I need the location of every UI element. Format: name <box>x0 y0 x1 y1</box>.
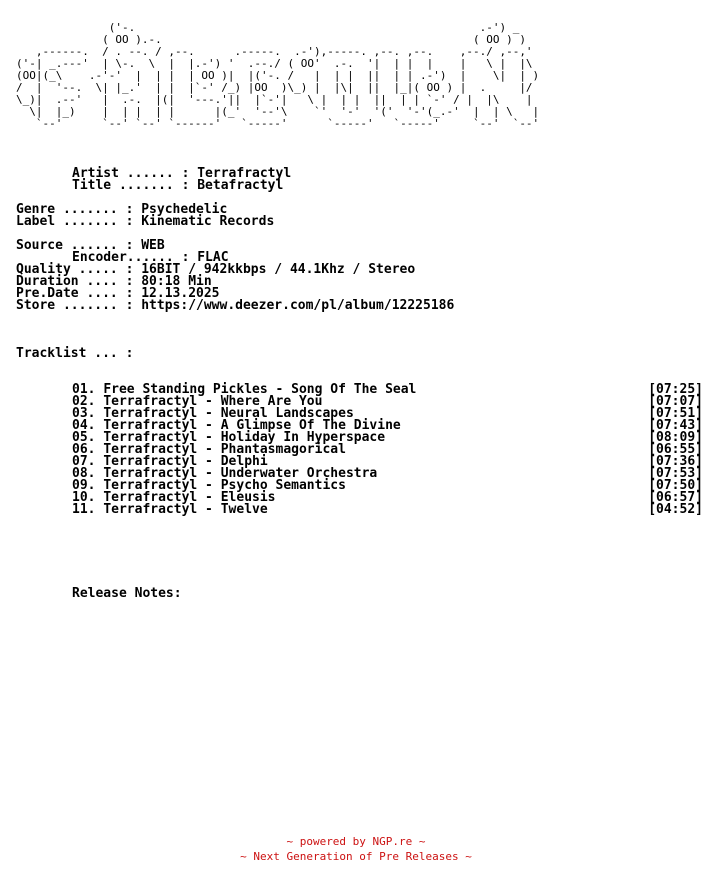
genre-value: Psychedelic <box>141 202 228 217</box>
track-duration: [08:09] <box>648 430 703 445</box>
track-row <box>72 504 268 516</box>
track-number: 03. <box>72 406 96 421</box>
track-title: Terrafractyl - Neural Landscapes <box>103 406 354 421</box>
track-duration: [06:57] <box>648 490 703 505</box>
store-row <box>16 300 454 312</box>
footer-tagline: ~ Next Generation of Pre Releases ~ <box>240 850 472 863</box>
track-number: 08. <box>72 466 96 481</box>
quality-value: 16BIT / 942kkbps / 44.1Khz / Stereo <box>141 262 416 277</box>
track-duration: [07:36] <box>648 454 703 469</box>
label-row <box>16 216 274 228</box>
track-duration: [07:25] <box>648 382 703 397</box>
track-number: 11. <box>72 502 96 517</box>
predate-value: 12.13.2025 <box>141 286 220 301</box>
track-title: Terrafractyl - A Glimpse Of The Divine <box>103 418 401 433</box>
track-duration: [07:53] <box>648 466 703 481</box>
artist-label: Artist ...... : <box>72 166 198 181</box>
release-notes-heading: Release Notes: <box>72 586 182 601</box>
duration-label: Duration .... : <box>16 274 142 289</box>
track-number: 05. <box>72 430 96 445</box>
track-number: 10. <box>72 490 96 505</box>
track-title: Free Standing Pickles - Song Of The Seal <box>103 382 417 397</box>
track-duration: [07:50] <box>648 478 703 493</box>
title-label: Title ....... : <box>72 178 198 193</box>
artist-value: Terrafractyl <box>197 166 292 181</box>
track-title: Terrafractyl - Psycho Semantics <box>103 478 346 493</box>
duration-value: 80:18 Min <box>141 274 212 289</box>
track-title: Terrafractyl - Delphi <box>103 454 268 469</box>
track-number: 02. <box>72 394 96 409</box>
track-duration: [04:52] <box>648 502 703 517</box>
source-label: Source ...... : <box>16 238 142 253</box>
tracklist-heading: Tracklist ... : <box>16 346 134 361</box>
track-duration: [07:07] <box>648 394 703 409</box>
track-number: 04. <box>72 418 96 433</box>
source-value: WEB <box>141 238 165 253</box>
title-value: Betafractyl <box>197 178 284 193</box>
track-duration: [07:51] <box>648 406 703 421</box>
store-link[interactable]: https://www.deezer.com/pl/album/12225186 <box>141 298 455 313</box>
predate-label: Pre.Date .... : <box>16 286 142 301</box>
encoder-value: FLAC <box>197 250 229 265</box>
track-title: Terrafractyl - Holiday In Hyperspace <box>103 430 386 445</box>
track-number: 01. <box>72 382 96 397</box>
track-title: Terrafractyl - Eleusis <box>103 490 276 505</box>
track-title: Terrafractyl - Twelve <box>103 502 268 517</box>
track-duration: [06:55] <box>648 442 703 457</box>
quality-label: Quality ..... : <box>16 262 142 277</box>
ascii-logo: ('-. .-') _ ( OO ).-. ( OO ) ) ,------. / . --. / ,--. .-----. .-'),-----. ,--. ,--. ,--./ ,--,' ('-| _.---' | \-. \ | |.-') ' .--./ ( OO' .-. '| | | | | \ | |\ (OO|(_\ .-'-' | | | | OO )| |('-. / | | | || | | .-') | \| | ) / | '--. \| |_.' | | |`-' /_) |OO )\_) | |\| || |_|( OO ) | . |/ \_)| .--' | .-. |(| '---.'|| |`-'| \ | | | || | | `-' / | |\ | \| |_) | | | | | |(_' '--'\ `' '-' '(' '-'(_.-' | | \ | `--' `--' `--' `------' `-----' `-----' `-----' `--' `--' <box>16 22 540 130</box>
track-title: Terrafractyl - Where Are You <box>103 394 323 409</box>
store-label: Store ....... : <box>16 298 142 313</box>
track-title: Terrafractyl - Phantasmagorical <box>103 442 346 457</box>
encoder-label: Encoder...... : <box>72 250 198 265</box>
label-label: Label ....... : <box>16 214 142 229</box>
track-title: Terrafractyl - Underwater Orchestra <box>103 466 378 481</box>
footer-powered-by: ~ powered by NGP.re ~ <box>286 835 426 848</box>
track-number: 07. <box>72 454 96 469</box>
genre-label: Genre ....... : <box>16 202 142 217</box>
label-value: Kinematic Records <box>141 214 275 229</box>
track-duration: [07:43] <box>648 418 703 433</box>
track-number: 06. <box>72 442 96 457</box>
track-number: 09. <box>72 478 96 493</box>
title-row <box>72 180 283 192</box>
